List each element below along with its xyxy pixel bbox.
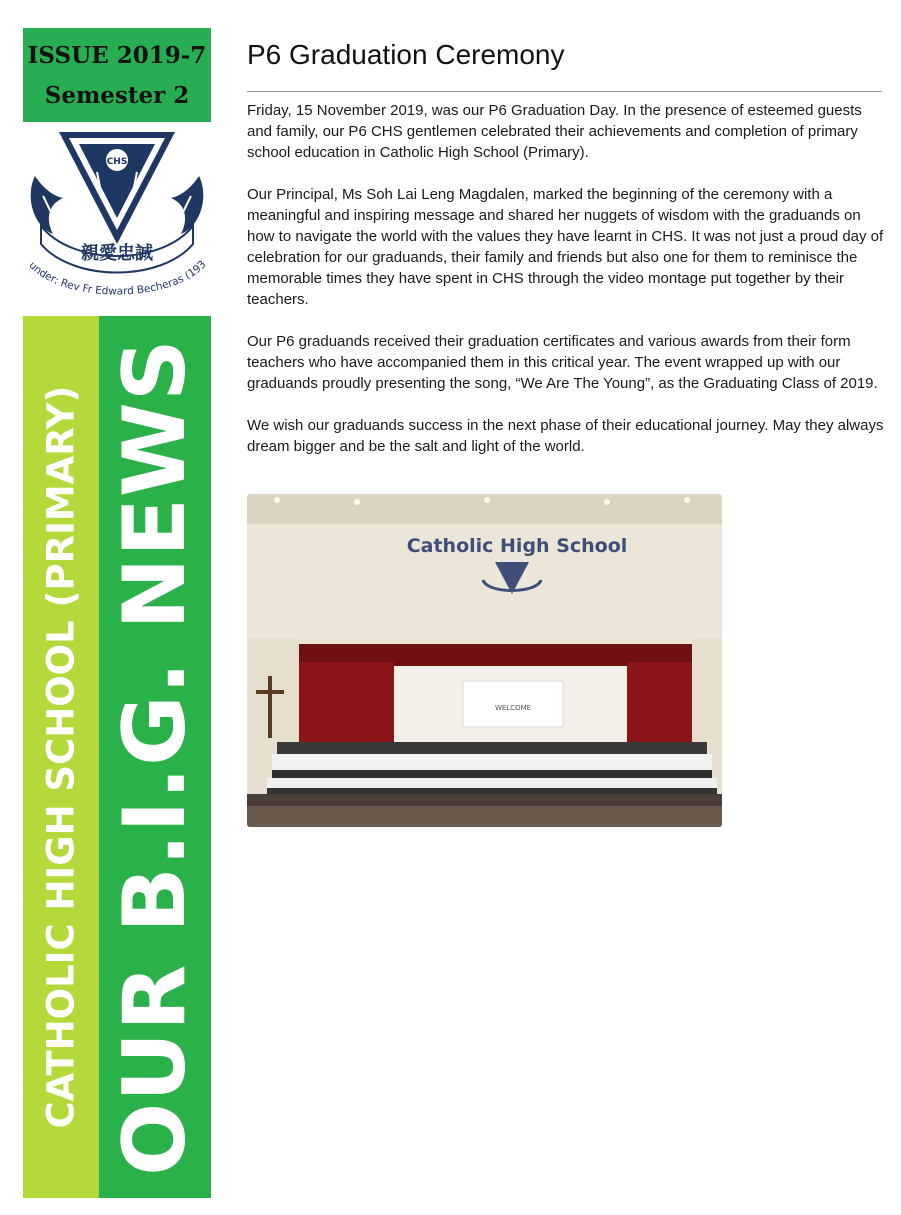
graduation-hall-image [247, 494, 722, 827]
crest-motto: 親愛忠誠 [81, 243, 153, 264]
banner-school-name: CATHOLIC HIGH SCHOOL (PRIMARY) [39, 385, 83, 1129]
semester-label: Semester 2 [44, 82, 190, 109]
ceremony-photo [247, 494, 722, 827]
issue-number: ISSUE 2019-7 [27, 42, 207, 69]
article-body [247, 100, 887, 478]
paragraph-principal: Our Principal, Ms Soh Lai Leng Magdalen, marked the beginning of the ceremony with a meaningful and inspiring message and shared her nuggets of wisdom with the graduands on how to navigate the world with the values they have learnt in CHS. It was not just a proud day of celebration for our graduands, their family and friends but also one for them to reminisce the memorable times they have spent in CHS through the video montage put together by their teachers. [247, 186, 884, 308]
title-divider [247, 91, 882, 92]
crest-founder-text: under: Rev Fr Edward Becheras (193 [26, 258, 209, 298]
issue-box [23, 28, 211, 122]
banner-headline: OUR B.I.G. NEWS [105, 338, 205, 1176]
crest-logo-icon [23, 126, 211, 312]
wall-sign: Catholic High School [406, 535, 628, 557]
paragraph-wishes: We wish our graduands success in the next phase of their educational journey. May they always dream bigger and be the salt and light of the world. [247, 417, 884, 455]
stage-screen-text: WELCOME [494, 704, 532, 712]
paragraph-intro: Friday, 15 November 2019, was our P6 Graduation Day. In the presence of esteemed guests and family, our P6 CHS gentlemen celebrated their achievements and completion of primary school education in Catholic High School (Primary). [247, 102, 862, 161]
crest-badge-text: CHS [106, 157, 128, 167]
paragraph-awards: Our P6 graduands received their graduation certificates and various awards from their form teachers who have accompanied them in this critical year. The event wrapped up with our graduands proudly presenting the song, “We Are The Young”, as the Graduating Class of 2019. [247, 333, 878, 392]
banner-right-panel [99, 316, 211, 1198]
vertical-banner [23, 316, 211, 1198]
school-crest [23, 126, 211, 312]
article-title: P6 Graduation Ceremony [247, 38, 565, 70]
banner-left-panel [23, 316, 99, 1198]
